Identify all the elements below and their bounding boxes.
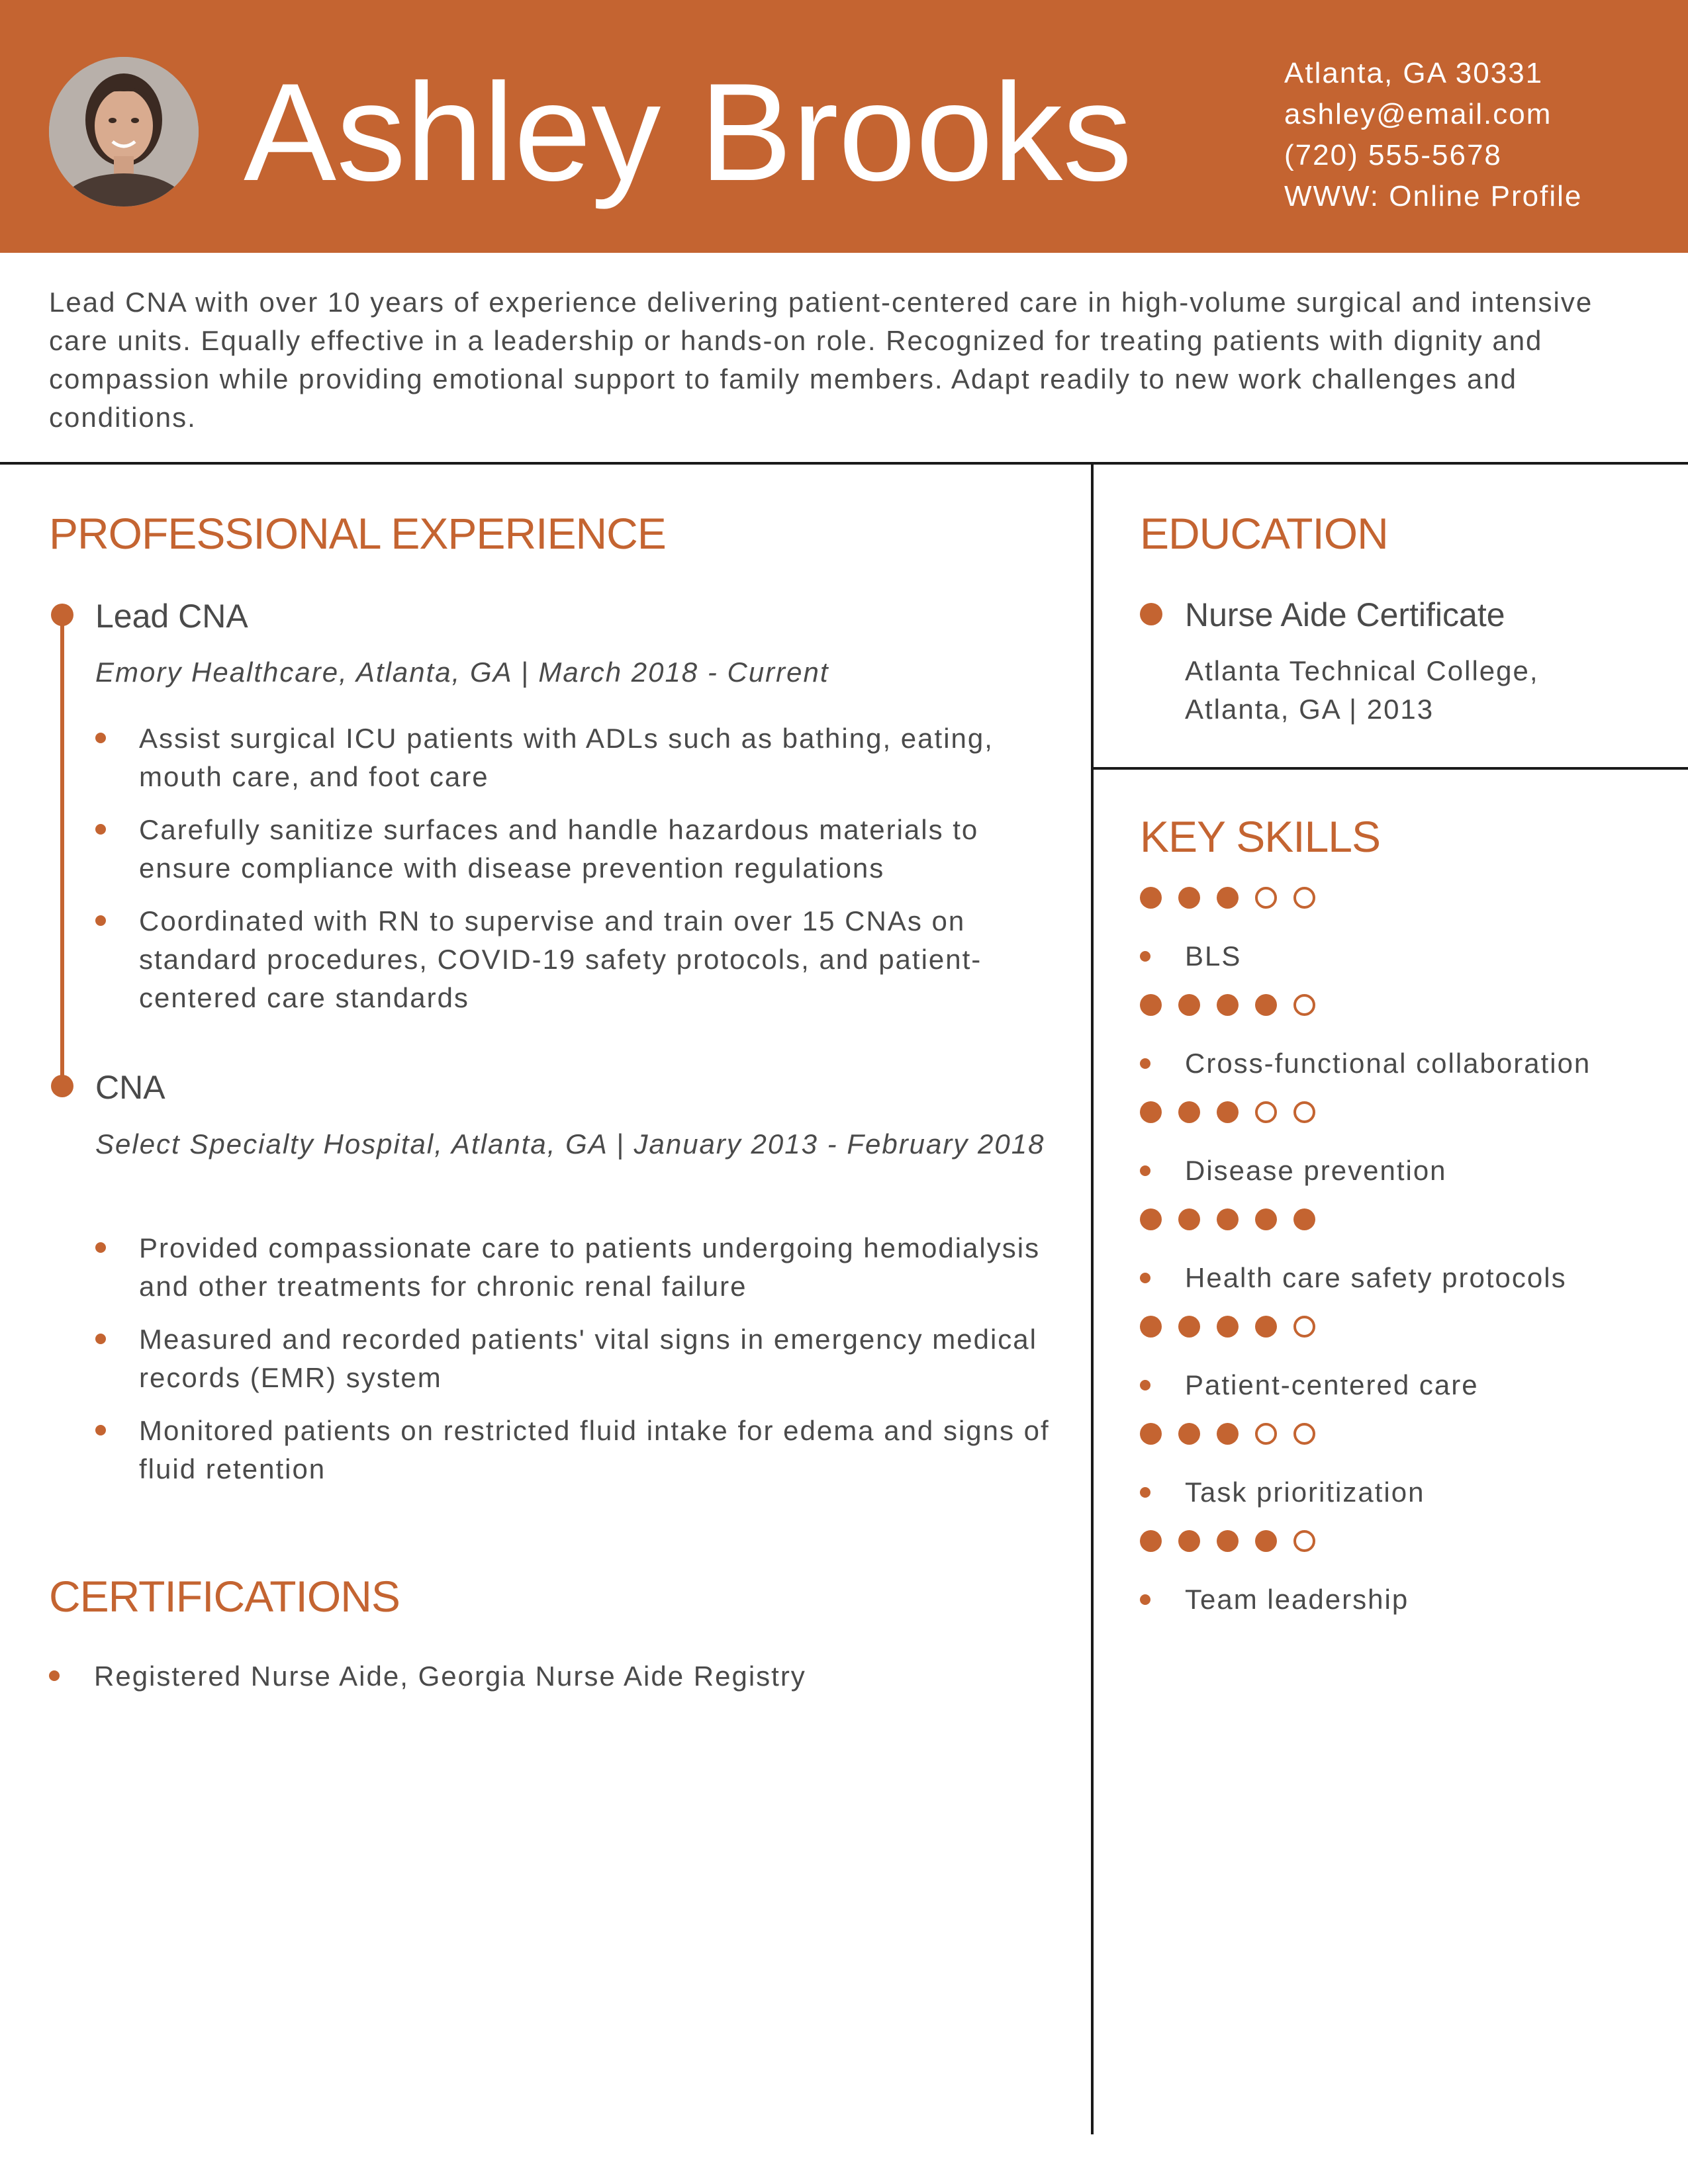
column-divider <box>1091 463 1094 2134</box>
certifications-list <box>49 1657 1042 1710</box>
certification-text: Registered Nurse Aide, Georgia Nurse Aide Registry <box>94 1661 806 1692</box>
rating-dot-filled <box>1217 1208 1239 1230</box>
bullet-text: Measured and recorded patients' vital signs in emergency medical records (EMR) system <box>139 1324 1037 1393</box>
contact-block <box>1284 53 1681 217</box>
skills-heading: KEY SKILLS <box>1140 812 1381 861</box>
bullet-text: Assist surgical ICU patients with ADLs such as bathing, eating, mouth care, and foot care <box>139 723 994 792</box>
list-item <box>49 1657 1042 1696</box>
contact-website[interactable]: WWW: Online Profile <box>1284 180 1583 212</box>
skill-item <box>1140 1101 1669 1208</box>
job-bullets <box>95 1229 1068 1503</box>
bullet-dot <box>95 1334 106 1344</box>
rating-dot-filled <box>1217 1423 1239 1445</box>
rating-dot-empty <box>1255 1423 1277 1445</box>
bullet-dot <box>95 1242 106 1253</box>
rating-dot-empty <box>1293 994 1315 1016</box>
profile-photo <box>49 57 199 206</box>
rating-dot-empty <box>1293 887 1315 909</box>
bullet-dot <box>1140 1165 1150 1176</box>
rating-dot-filled <box>1140 1423 1162 1445</box>
rating-dot-filled <box>1217 1530 1239 1552</box>
skill-name: Disease prevention <box>1185 1155 1447 1186</box>
job-meta: Select Specialty Hospital, Atlanta, GA | January 2013 - February 2018 <box>95 1128 1045 1160</box>
list-item <box>95 1229 1068 1306</box>
rating-dot-filled <box>1255 994 1277 1016</box>
bullet-dot <box>1140 1380 1150 1390</box>
rating-dot-filled <box>1217 1101 1239 1123</box>
rating-dot-empty <box>1293 1101 1315 1123</box>
rating-dot-filled <box>1140 1101 1162 1123</box>
rating-dot-filled <box>1217 1316 1239 1338</box>
rating-dot-filled <box>1255 1316 1277 1338</box>
bullet-dot <box>1140 1273 1150 1283</box>
rating-dot-filled <box>1293 1208 1315 1230</box>
rating-dot-filled <box>1178 1101 1200 1123</box>
education-degree: Nurse Aide Certificate <box>1185 596 1505 633</box>
skill-name: Patient-centered care <box>1185 1369 1479 1400</box>
candidate-name: Ashley Brooks <box>244 54 1133 210</box>
bullet-dot <box>95 733 106 743</box>
experience-timeline <box>60 614 64 1077</box>
list-item <box>95 811 1068 887</box>
job-title: Lead CNA <box>95 598 248 635</box>
rating-dot-empty <box>1293 1423 1315 1445</box>
list-item <box>95 1320 1068 1397</box>
bullet-dot <box>1140 951 1150 962</box>
bullet-dot <box>95 824 106 835</box>
rating-dot-filled <box>1178 1530 1200 1552</box>
bullet-text: Provided compassionate care to patients undergoing hemodialysis and other treatments for chronic renal failure <box>139 1232 1041 1302</box>
skill-name: Health care safety protocols <box>1185 1262 1567 1293</box>
timeline-dot <box>51 1075 73 1097</box>
horizontal-divider <box>0 462 1688 465</box>
skill-item <box>1140 887 1669 994</box>
skill-item <box>1140 1208 1669 1316</box>
rating-dot-filled <box>1178 1208 1200 1230</box>
rating-dot-filled <box>1178 994 1200 1016</box>
skill-item <box>1140 1316 1669 1423</box>
rating-dot-filled <box>1255 1530 1277 1552</box>
bullet-text: Monitored patients on restricted fluid intake for edema and signs of fluid retention <box>139 1415 1050 1484</box>
bullet-dot <box>1140 1487 1150 1498</box>
rating-dot-empty <box>1255 887 1277 909</box>
contact-address: Atlanta, GA 30331 <box>1284 57 1544 89</box>
experience-heading: PROFESSIONAL EXPERIENCE <box>49 509 666 558</box>
job-meta: Emory Healthcare, Atlanta, GA | March 2018 - Current <box>95 657 829 688</box>
education-dot <box>1140 603 1162 625</box>
rating-dot-filled <box>1178 887 1200 909</box>
rating-dot-filled <box>1140 887 1162 909</box>
profile-photo-image <box>49 57 199 206</box>
bullet-text: Carefully sanitize surfaces and handle hazardous materials to ensure compliance with disease prevention regulations <box>139 814 979 884</box>
rating-dot-filled <box>1255 1208 1277 1230</box>
contact-phone[interactable]: (720) 555-5678 <box>1284 139 1502 171</box>
right-column-divider <box>1092 767 1688 770</box>
rating-dot-filled <box>1140 994 1162 1016</box>
list-item <box>95 902 1068 1017</box>
bullet-dot <box>95 915 106 926</box>
bullet-dot <box>1140 1058 1150 1069</box>
timeline-dot <box>51 604 73 626</box>
rating-dot-filled <box>1217 994 1239 1016</box>
rating-dot-filled <box>1178 1316 1200 1338</box>
skill-item <box>1140 1423 1669 1530</box>
job-title: CNA <box>95 1069 165 1106</box>
skill-name: Task prioritization <box>1185 1477 1425 1508</box>
list-item <box>95 719 1068 796</box>
certifications-heading: CERTIFICATIONS <box>49 1572 400 1621</box>
rating-dot-empty <box>1293 1530 1315 1552</box>
skill-name: Cross-functional collaboration <box>1185 1048 1591 1079</box>
skill-name: Team leadership <box>1185 1584 1409 1615</box>
list-item <box>95 1412 1068 1488</box>
rating-dot-filled <box>1178 1423 1200 1445</box>
rating-dot-empty <box>1293 1316 1315 1338</box>
job-bullets <box>95 719 1068 1032</box>
bullet-dot <box>49 1670 60 1681</box>
rating-dot-filled <box>1140 1316 1162 1338</box>
skills-list <box>1140 887 1669 1637</box>
rating-dot-filled <box>1140 1208 1162 1230</box>
bullet-text: Coordinated with RN to supervise and train over 15 CNAs on standard procedures, COVID-19 safety protocols, and patient-centered care standards <box>139 905 982 1013</box>
rating-dot-filled <box>1217 887 1239 909</box>
skill-item <box>1140 1530 1669 1637</box>
header-banner <box>0 0 1688 253</box>
skill-item <box>1140 994 1669 1101</box>
bullet-dot <box>1140 1594 1150 1605</box>
professional-summary: Lead CNA with over 10 years of experience delivering patient-centered care in high-volume surgical and intensive care units. Equally effective in a leadership or hands-on role. Recognized for treating patients with dignity and compassion while providing emotional support to family members. Adapt readily to new work challenges and conditions. <box>49 287 1593 433</box>
rating-dot-filled <box>1140 1530 1162 1552</box>
bullet-dot <box>95 1425 106 1435</box>
contact-email[interactable]: ashley@email.com <box>1284 98 1552 130</box>
education-school: Atlanta Technical College, Atlanta, GA | 2013 <box>1185 655 1539 725</box>
rating-dot-empty <box>1255 1101 1277 1123</box>
education-heading: EDUCATION <box>1140 509 1388 558</box>
skill-name: BLS <box>1185 940 1242 972</box>
